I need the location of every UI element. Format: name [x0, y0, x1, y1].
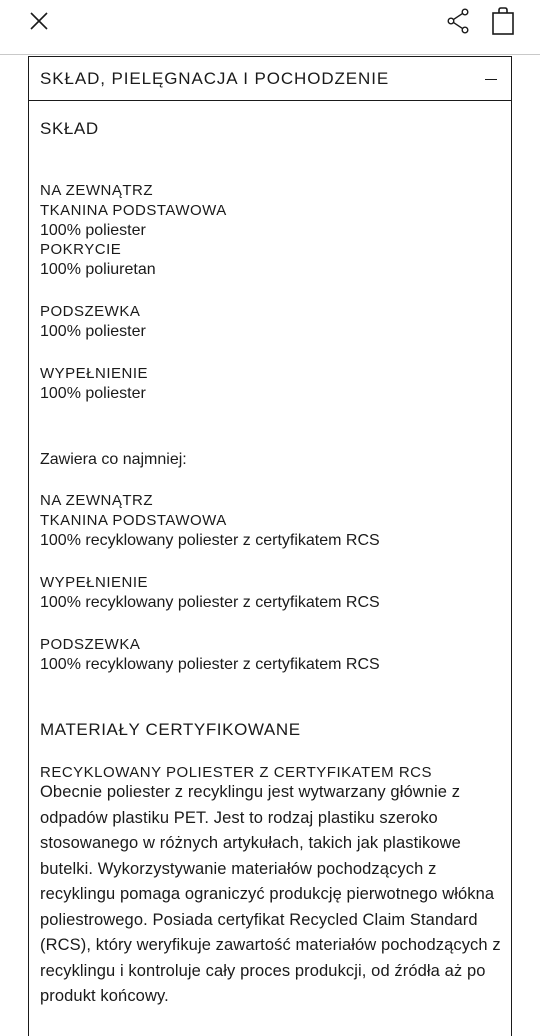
minus-icon[interactable]	[483, 69, 499, 89]
accordion-header[interactable]	[29, 57, 511, 101]
base-fabric-value: 100% poliester	[40, 222, 146, 239]
close-button[interactable]	[26, 8, 52, 34]
min-outer-label: NA ZEWNĄTRZ	[40, 492, 153, 509]
min-base-fabric-value: 100% recyklowany poliester z certyfikatem RCS	[40, 532, 380, 549]
base-fabric-label: TKANINA PODSTAWOWA	[40, 202, 227, 219]
composition-heading: SKŁAD	[40, 119, 99, 138]
composition-panel	[28, 56, 512, 1036]
top-bar	[0, 0, 540, 55]
min-lining-value: 100% recyklowany poliester z certyfikatem RCS	[40, 656, 380, 673]
lining-value: 100% poliester	[40, 323, 146, 340]
section-title: SKŁAD, PIELĘGNACJA I POCHODZENIE	[40, 69, 390, 88]
lining-label: PODSZEWKA	[40, 303, 141, 320]
coating-label: POKRYCIE	[40, 241, 122, 258]
min-lining-label: PODSZEWKA	[40, 636, 141, 653]
outer-label: NA ZEWNĄTRZ	[40, 182, 153, 199]
shopping-bag-icon	[491, 6, 515, 36]
certified-heading: MATERIAŁY CERTYFIKOWANE	[40, 720, 301, 739]
share-button[interactable]	[444, 6, 472, 36]
filling-value: 100% poliester	[40, 385, 146, 402]
shopping-bag-button[interactable]	[490, 5, 516, 37]
min-filling-label: WYPEŁNIENIE	[40, 574, 149, 591]
minimum-intro: Zawiera co najmniej:	[40, 451, 187, 468]
close-icon	[28, 10, 50, 32]
min-filling-value: 100% recyklowany poliester z certyfikatem RCS	[40, 594, 380, 611]
share-icon	[446, 8, 470, 34]
min-base-fabric-label: TKANINA PODSTAWOWA	[40, 512, 227, 529]
certified-item-label: RECYKLOWANY POLIESTER Z CERTYFIKATEM RCS	[40, 764, 433, 781]
coating-value: 100% poliuretan	[40, 261, 156, 278]
filling-label: WYPEŁNIENIE	[40, 365, 149, 382]
certified-description: Obecnie poliester z recyklingu jest wytwarzany głównie z odpadów plastiku PET. Jest to rodzaj plastiku szeroko stosowanego w różnych artykułach, takich jak plastikowe butelki. Wykorzystywanie materiałów pochodzących z recyklingu pomaga ograniczyć produkcję pierwotnego włókna poliestrowego. Posiada certyfikat Recycled Claim Standard (RCS), który weryfikuje zawartość materiałów pochodzących z recyklingu i kontroluje cały proces produkcji, od źródła aż po produkt końcowy.	[40, 783, 501, 1005]
